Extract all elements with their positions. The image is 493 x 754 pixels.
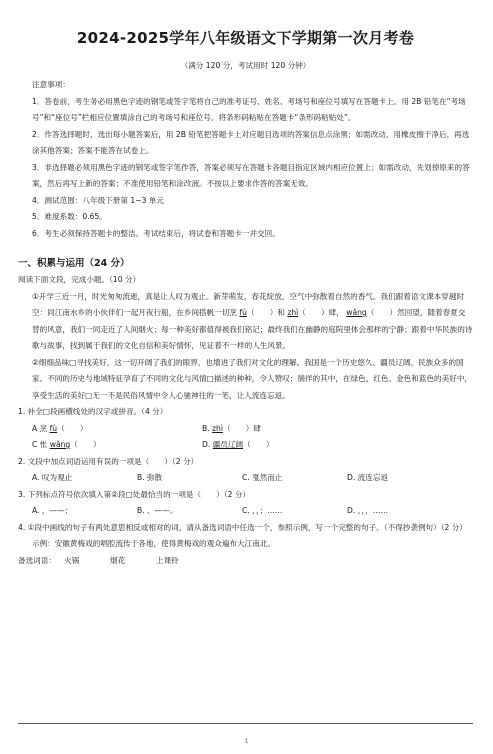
candidate-words-row — [18, 553, 473, 570]
candidate-word: 火锅 — [64, 555, 80, 565]
note-item: 2．作答选择题时，选出每小题答案后，用 2B 铅笔把答题卡上对应题目选项的答案信息点涂黑；如需改动，用橡皮擦干净后，再选涂其他答案；答案不能答在试卷上。 — [32, 129, 470, 155]
pinyin-blank: fù — [239, 308, 247, 317]
option: D. 流连忘返 — [347, 473, 389, 482]
page-number: 1 — [244, 738, 249, 745]
notes-heading: 注意事项： — [32, 80, 70, 89]
section-heading: 一、积累与运用（24 分） — [18, 258, 130, 269]
candidate-word: 烟花 — [110, 555, 126, 565]
exam-page — [0, 27, 493, 754]
notes-block — [18, 77, 473, 242]
option: C. ，，；…… — [242, 506, 283, 515]
candidate-word: 上课铃 — [156, 555, 179, 565]
question-2: 2. 文段中加点词语运用有误的一项是（ ）（2 分） — [18, 456, 199, 466]
note-item: 4．测试范围：八年级下册第 1~3 单元 — [32, 195, 164, 205]
exam-subtitle: （满分 120 分，考试用时 120 分钟） — [180, 61, 311, 70]
note-item: 5．难度系数：0.65。 — [32, 212, 107, 221]
option: A. ，——； — [32, 506, 73, 515]
question-1-options-row-2: C 怅 wǎng（ ） D. 疆员辽阔（ ） — [32, 440, 274, 449]
question-1-options-row-1: A 烹 fù（ ） B. zhì（ ）肆 — [32, 423, 261, 433]
answer-line — [18, 723, 473, 724]
option: A. 叹为观止 — [32, 473, 73, 482]
option: B. 、——。 — [137, 506, 178, 515]
question-3: 3. 下列标点符号依次填入第②段□处最恰当的一项是（ ）（2 分） — [18, 489, 251, 499]
pinyin-blank: zhì — [287, 308, 299, 317]
question-4: 4. ①段中画线的句子有两处意思相反或相对的词，请从备选词语中任选一个，参照示例，写一个完整的句子。（不得抄袭例句）（2 分） — [18, 522, 467, 532]
question-3-options — [18, 503, 473, 520]
section-intro: 阅读下面文段，完成小题。（10 分） — [18, 275, 141, 284]
question-4-example: 示例：安徽黄梅戏的唱腔流传于各地，使得黄梅戏的观众遍布大江南北。 — [32, 539, 275, 548]
option: B. 弥散 — [137, 473, 163, 482]
note-item: 6．考生必须保持答题卡的整洁。考试结束后，将试卷和答题卡一并交回。 — [32, 228, 280, 238]
option: C. 戛然而止 — [242, 473, 283, 482]
question-1: 1. 补全□段画横线处的汉字或拼音。（4 分） — [18, 407, 168, 416]
candidate-words-label: 备选词语： — [18, 555, 56, 565]
note-item: 3．非选择题必须用黑色字迹的钢笔或签字笔作答，答案必须写在答题卡各题目指定区域内相应位置上；如需改动，先划掉原来的答案，然后再写上新的答案；不准使用铅笔和涂改液。不按以上要求作答的答案无效。 — [32, 162, 470, 188]
note-item: 1．答卷前，考生务必用黑色字迹的钢笔或签字笔将自己的准考证号、姓名、考场号和座位号填写在答题卡上。用 2B 铅笔在“考场号”和“座位号”栏相应位置填涂自己的考场号和座位号。将条形码粘贴在答题卡“条形码粘贴处”。 — [32, 96, 466, 122]
question-2-options — [18, 470, 473, 487]
pinyin-blank: wǎng — [346, 308, 367, 317]
passage-paragraph-2: ②细细品味□寻找美好，这一切开阔了我们的眼界，也增进了我们对文化的理解。我国是一个历史悠久、疆员辽阔、民族众多的国家。不同的历史与地域特征孕育了不同的文化与风情□描述的种种，令人赞叹；徜徉的其中，在绿色、红色、金色和蓝色的美好中，享受生活的美好□无一不是民俗风情中令人心驰神往的一笔，让人流连忘返。 — [32, 357, 473, 400]
option: D. ，，，…… — [347, 506, 389, 515]
passage-paragraph-1: ①开学三近一月，时光匆匆流逝，真是让人叹为观止。新芽萌发，春花绽放，空气中弥散着自然的香气。我们跟着语文课本穿越时空：同江南水乡的小伙伴们一起月夜行船，在乡间搭帆一切烹 fù（ ）和 zhì（ ）肆， wǎng（ ）然回望，随着春夏交替的风意，我们一同走近了人间烟火；每一种美好都值得被我们铭记；最终我们在幽静的庭院里体会那样的宁静；跟着中华民族的诗歌与故事，找到属于我们的文化自信和美好情怀，见证着不一样的人生风景。 — [32, 291, 473, 350]
exam-title: 2024-2025学年八年级语文下学期第一次月考卷 — [76, 29, 415, 47]
